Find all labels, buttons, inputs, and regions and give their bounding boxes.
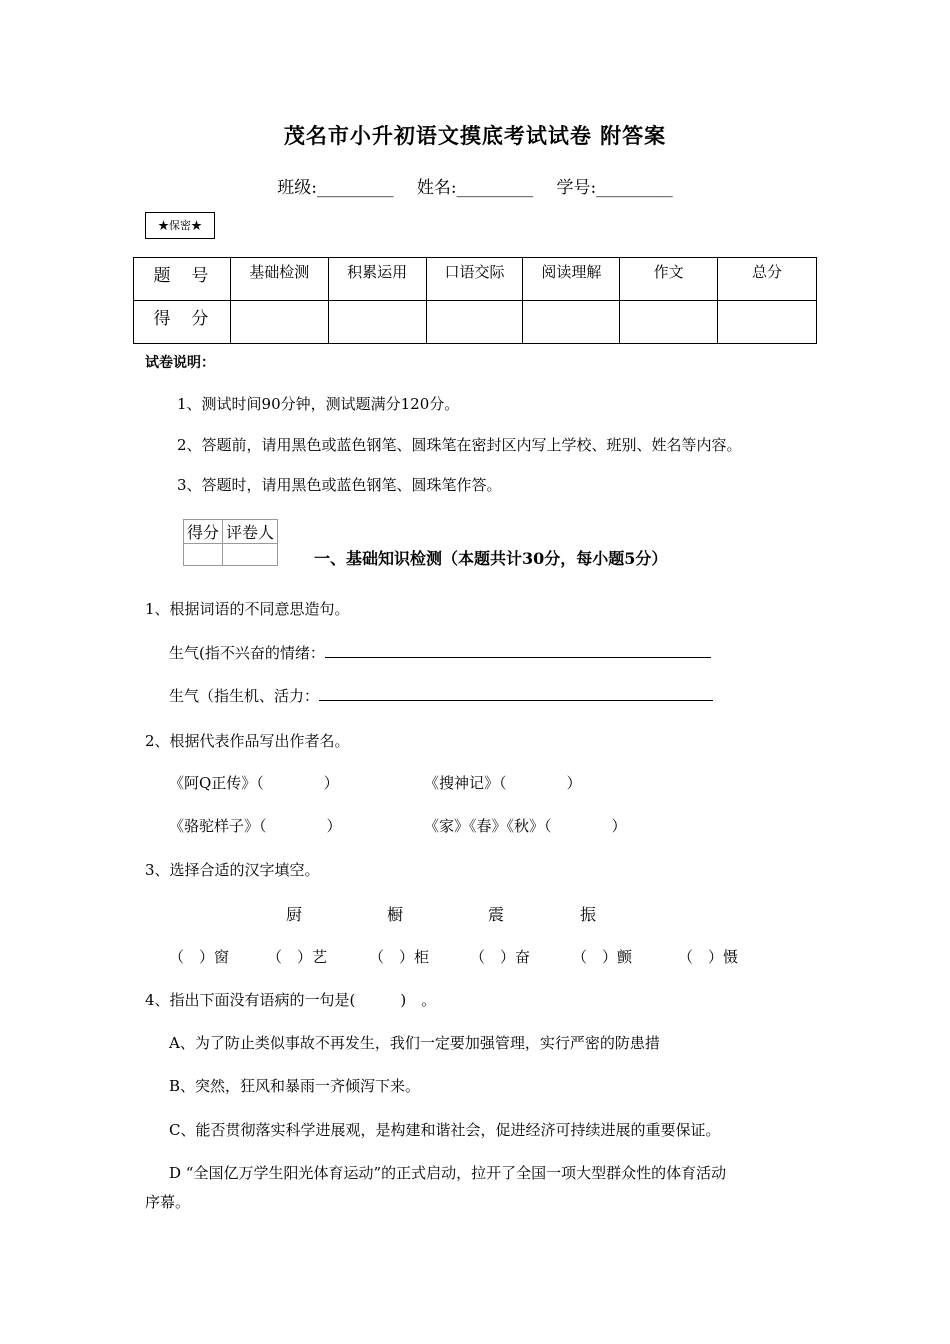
score-input-cell[interactable] (620, 301, 718, 344)
score-input-cell[interactable] (328, 301, 426, 344)
q3-blank[interactable]: （ ）艺 (267, 948, 328, 966)
q4-option-d[interactable]: D “全国亿万学生阳光体育运动”的正式启动，拉开了全国一项大型群众性的体育活动 (169, 1164, 727, 1182)
grader-score-label: 得分 (184, 520, 223, 544)
grader-box (183, 519, 278, 566)
question-line (169, 685, 713, 706)
score-table-cell: 基础检测 (230, 258, 328, 301)
q3-blank[interactable]: （ ）颤 (572, 948, 633, 966)
instruction-item: 3、答题时，请用黑色或蓝色钢笔、圆珠笔作答。 (177, 476, 502, 494)
q4-option-b[interactable]: B、突然，狂风和暴雨一齐倾泻下来。 (169, 1077, 421, 1095)
score-table-header-row (134, 258, 817, 301)
instruction-item: 2、答题前，请用黑色或蓝色钢笔、圆珠笔在密封区内写上学校、班别、姓名等内容。 (177, 436, 742, 454)
q4-option-d-cont: 序幕。 (145, 1193, 191, 1211)
grader-name-cell[interactable] (223, 544, 278, 566)
q2-item: 《家》《春》《秋》（ ） (424, 817, 627, 835)
secret-badge: ★保密★ (145, 212, 215, 239)
score-table-cell: 得 分 (134, 301, 231, 344)
q3-blank[interactable]: （ ）窗 (169, 948, 230, 966)
instruction-item: 1、测试时间90分钟，测试题满分120分。 (177, 395, 460, 413)
score-table-score-row (134, 301, 817, 344)
score-table-cell: 作文 (620, 258, 718, 301)
q3-blank[interactable]: （ ）奋 (470, 948, 531, 966)
page-title: 茂名市小升初语文摸底考试试卷 附答案 (283, 123, 667, 148)
score-input-cell[interactable] (523, 301, 620, 344)
class-field[interactable]: 班级:_________ (277, 178, 394, 198)
q2-item: 《搜神记》（ ） (424, 774, 582, 792)
name-field[interactable]: 姓名:_________ (416, 178, 534, 198)
score-input-cell[interactable] (230, 301, 328, 344)
grader-score-cell[interactable] (184, 544, 223, 566)
q2-item: 《骆驼样子》（ ） (169, 817, 342, 835)
grader-name-label: 评卷人 (223, 520, 278, 544)
score-input-cell[interactable] (718, 301, 817, 344)
question-stem: 3、选择合适的汉字填空。 (145, 861, 320, 879)
score-table-cell: 阅读理解 (523, 258, 620, 301)
question-stem: 1、根据词语的不同意思造句。 (145, 600, 350, 618)
q1-prompt-b: 生气（指生机、活力： (169, 687, 320, 705)
q3-char: 厨 (286, 905, 303, 924)
q3-char: 振 (580, 905, 597, 924)
score-table (133, 257, 817, 344)
answer-blank[interactable] (319, 686, 713, 701)
instructions-heading: 试卷说明： (145, 355, 215, 371)
q1-prompt-a: 生气(指不兴奋的情绪： (169, 644, 325, 662)
score-table-cell: 题 号 (134, 258, 231, 301)
q4-option-c[interactable]: C、能否贯彻落实科学进展观，是构建和谐社会，促进经济可持续进展的重要保证。 (169, 1121, 721, 1139)
q3-char: 橱 (387, 905, 404, 924)
q3-char: 震 (488, 905, 505, 924)
q3-blank[interactable]: （ ）柜 (369, 948, 430, 966)
q4-option-a[interactable]: A、为了防止类似事故不再发生，我们一定要加强管理，实行严密的防患措 (169, 1034, 660, 1052)
q3-blank[interactable]: （ ）慑 (678, 948, 739, 966)
q2-item: 《阿Q正传》（ ） (169, 774, 339, 792)
student-info (0, 173, 950, 198)
score-table-cell: 口语交际 (426, 258, 523, 301)
answer-blank[interactable] (325, 643, 711, 658)
student-id-field[interactable]: 学号:_________ (556, 178, 673, 198)
score-table-cell: 总分 (718, 258, 817, 301)
question-stem: 2、根据代表作品写出作者名。 (145, 732, 350, 750)
question-stem: 4、指出下面没有语病的一句是( ) 。 (145, 991, 437, 1009)
question-line (169, 642, 711, 663)
score-table-cell: 积累运用 (328, 258, 426, 301)
section-heading: 一、基础知识检测（本题共计30分，每小题5分） (314, 549, 668, 568)
score-input-cell[interactable] (426, 301, 523, 344)
